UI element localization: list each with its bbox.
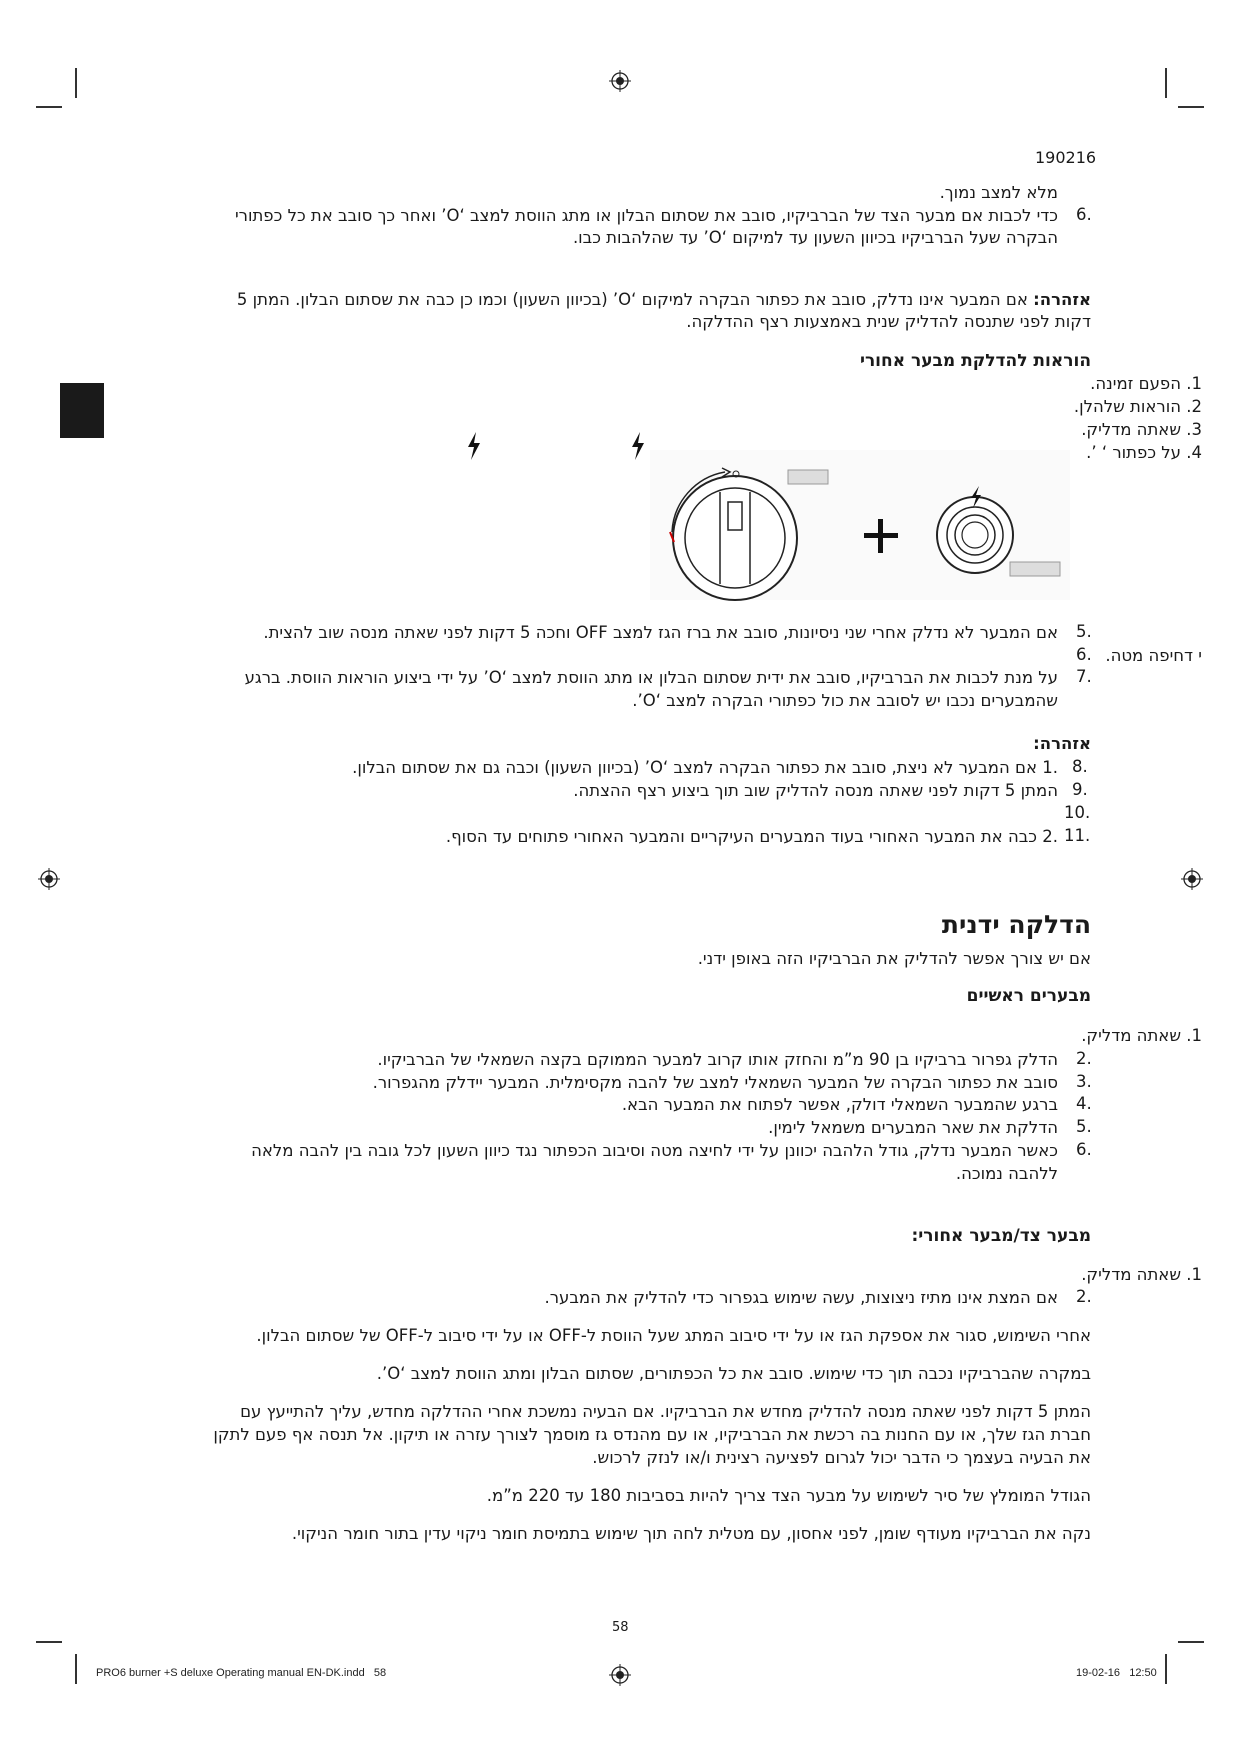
footer-date: 19-02-16 12:50 bbox=[1076, 1667, 1157, 1679]
text-line: הדלקת את שאר המבערים משמאל לימין. bbox=[768, 1118, 1058, 1137]
warning-paragraph bbox=[237, 289, 1091, 311]
list-item-cut: 1. שאתה מדליק. bbox=[1081, 1026, 1202, 1045]
registration-target-icon bbox=[1181, 868, 1203, 890]
text-line: הבקרה שעל הברביקיו בכיוון השעון עד למיקום ‘O’ עד שהלהבות כבו. bbox=[572, 228, 1058, 247]
spark-icon bbox=[466, 432, 482, 460]
list-number: 2. bbox=[1076, 1049, 1092, 1068]
list-number: 6. bbox=[1076, 1140, 1092, 1159]
list-number: 8. bbox=[1072, 757, 1088, 776]
section-heading: מבערים ראשיים bbox=[966, 986, 1091, 1006]
list-number: 7. bbox=[1076, 667, 1092, 686]
list-number: 10. bbox=[1064, 803, 1091, 822]
section-heading: הוראות להדלקת מבער אחורי bbox=[859, 351, 1091, 371]
spark-icon bbox=[630, 432, 646, 460]
text-line: דקות לפני שתנסה להדליק שנית באמצעות רצף ההדלקה. bbox=[686, 312, 1091, 331]
text-line: אם המצת אינו מתיז ניצוצות, עשה שימוש בגפרור כדי להדליק את המבער. bbox=[544, 1288, 1058, 1307]
warning-label: אזהרה: bbox=[1033, 734, 1091, 753]
list-number: 11. bbox=[1064, 826, 1091, 845]
text-line: הגודל המומלץ של סיר לשימוש על מבער הצד צריך להיות בסביבות 180 עד 220 מ”מ. bbox=[486, 1486, 1091, 1505]
thumb-tab bbox=[60, 383, 104, 438]
text-line: ללהבה נמוכה. bbox=[955, 1164, 1058, 1183]
crop-mark-tr-h bbox=[1178, 106, 1204, 108]
footer-filename: PRO6 burner +S deluxe Operating manual EN-DK.indd 58 bbox=[96, 1667, 387, 1679]
text-line: כדי לכבות אם מבער הצד של הברביקיו, סובב את שסתום הבלון או מתג הווסת למצב ‘O’ ואחר כך סובב את כל כפתורי bbox=[234, 206, 1058, 225]
list-number: 6. bbox=[1076, 645, 1092, 664]
text-line: נקה את הברביקיו מעודף שומן, לפני אחסון, עם מטלית לחה תוך שימוש בתמיסת חומר ניקוי עדין בתור חומר הניקוי. bbox=[291, 1524, 1091, 1543]
text-line: כאשר המבער נדלק, גודל הלהבה יכוונן על ידי לחיצה מטה וסיבוב הכפתור נגד כיוון השעון לכל גובה בין להבה מלאה bbox=[251, 1141, 1058, 1160]
crop-mark-bl-v bbox=[75, 1654, 77, 1684]
text-line: המתן 5 דקות לפני שאתה מנסה להדליק שוב תוך ביצוע רצף ההצתה. bbox=[573, 781, 1058, 800]
text-line: .1 אם המבער לא ניצת, סובב את כפתור הבקרה למצב ‘O’ (בכיוון השעון) וכבה גם את שסתום הבלון. bbox=[352, 758, 1058, 777]
text-line: סובב את כפתור הבקרה של המבער השמאלי למצב של להבה מקסימלית. המבער יידלק מהגפרור. bbox=[372, 1073, 1058, 1092]
text-line: הדלק גפרור ברביקיו בן 90 מ”מ והחזק אותו קרוב למבער הממוקם בקצה השמאלי של הברביקיו. bbox=[377, 1050, 1058, 1069]
text-line: אם יש צורך אפשר להדליק את הברביקיו הזה באופן ידני. bbox=[697, 949, 1091, 968]
list-number: 9. bbox=[1072, 780, 1088, 799]
text-line: מלא למצב נמוך. bbox=[939, 183, 1058, 202]
text-line: שהמבערים נכבו יש לסובב את כול כפתורי הבקרה למצב ‘O’. bbox=[632, 691, 1058, 710]
crop-mark-tl-v bbox=[75, 68, 77, 98]
text-line: ברגע שהמבער השמאלי דולק, אפשר לפתוח את המבער הבא. bbox=[621, 1095, 1058, 1114]
section-heading: מבער צד/מבער אחורי: bbox=[911, 1226, 1091, 1246]
list-number: 5. bbox=[1076, 1117, 1092, 1136]
warning-text: אם המבער אינו נדלק, סובב את כפתור הבקרה למיקום ‘O’ (בכיוון השעון) וכמו כן כבה את שסתום הבלון. המתן 5 bbox=[236, 290, 1034, 309]
list-number: 2. bbox=[1076, 1287, 1092, 1306]
registration-target-icon bbox=[609, 1664, 631, 1686]
list-number: 3. bbox=[1076, 1072, 1092, 1091]
crop-mark-br-v bbox=[1165, 1654, 1167, 1684]
ignition-illustration bbox=[650, 450, 1070, 600]
text-line: במקרה שהברביקיו נכבה תוך כדי שימוש. סובב את כל הכפתורים, שסתום הבלון ומתג הווסת למצב ‘O’. bbox=[376, 1364, 1091, 1383]
list-item-cut: 2. הוראות שלהלן. bbox=[1073, 397, 1202, 416]
text-line: אם המבער לא נדלק אחרי שני ניסיונות, סובב את ברז הגז למצב OFF וחכה 5 דקות לפני שאתה מנסה שוב להצית. bbox=[263, 623, 1058, 642]
list-number: 6. bbox=[1076, 205, 1092, 224]
text-line: את הבעיה בעצמך כי הדבר יכול לגרום לפציעה רצינית ו/או לנזק לרכוש. bbox=[592, 1448, 1091, 1467]
page-number: 58 bbox=[612, 1620, 629, 1635]
list-item-cut: 1. שאתה מדליק. bbox=[1081, 1265, 1202, 1284]
warning-label: אזהרה: bbox=[1033, 290, 1091, 309]
list-item-cut: 3. שאתה מדליק. bbox=[1081, 420, 1202, 439]
text-line: המתן 5 דקות לפני שאתה מנסה להדליק מחדש את הברביקיו. אם הבעיה נמשכת אחרי ההדלקה מחדש, עליך להתייעץ עם bbox=[240, 1402, 1091, 1421]
text-line: חברת הגז שלך, או עם החנות בה רכשת את הברביקיו, או עם מהנדס גז מוסמך לצורך עזרה או תיקון. אל תנסה אף פעם לתקן bbox=[213, 1425, 1091, 1444]
crop-mark-tr-v bbox=[1165, 68, 1167, 98]
registration-target-icon bbox=[38, 868, 60, 890]
crop-mark-tl-h bbox=[36, 106, 62, 108]
list-item-cut: י דחיפה מטה. bbox=[1105, 646, 1202, 665]
list-number: 5. bbox=[1076, 622, 1092, 641]
crop-mark-bl-h bbox=[36, 1641, 62, 1643]
text-line: .2 כבה את המבער האחורי בעוד המבערים העיקריים והמבער האחורי פתוחים עד הסוף. bbox=[445, 827, 1058, 846]
text-line: על מנת לכבות את הברביקיו, סובב את ידית שסתום הבלון או מתג הווסת למצב ‘O’ על ידי ביצוע הוראות הווסת. ברגע bbox=[244, 668, 1058, 687]
crop-mark-br-h bbox=[1178, 1641, 1204, 1643]
list-item-cut: 1. הפעם זמינה. bbox=[1090, 374, 1202, 393]
list-item-cut: 4. על כפתור ‘ ’. bbox=[1086, 443, 1202, 462]
page-title: הדלקה ידנית bbox=[941, 910, 1091, 939]
list-number: 4. bbox=[1076, 1094, 1092, 1113]
registration-target-icon bbox=[609, 70, 631, 92]
text-line: אחרי השימוש, סגור את אספקת הגז או על ידי סיבוב המתג שעל הווסת ל-OFF או על ידי סיבוב ל-OFF של שסתום הבלון. bbox=[256, 1326, 1091, 1345]
document-code: 190216 bbox=[1035, 148, 1097, 167]
